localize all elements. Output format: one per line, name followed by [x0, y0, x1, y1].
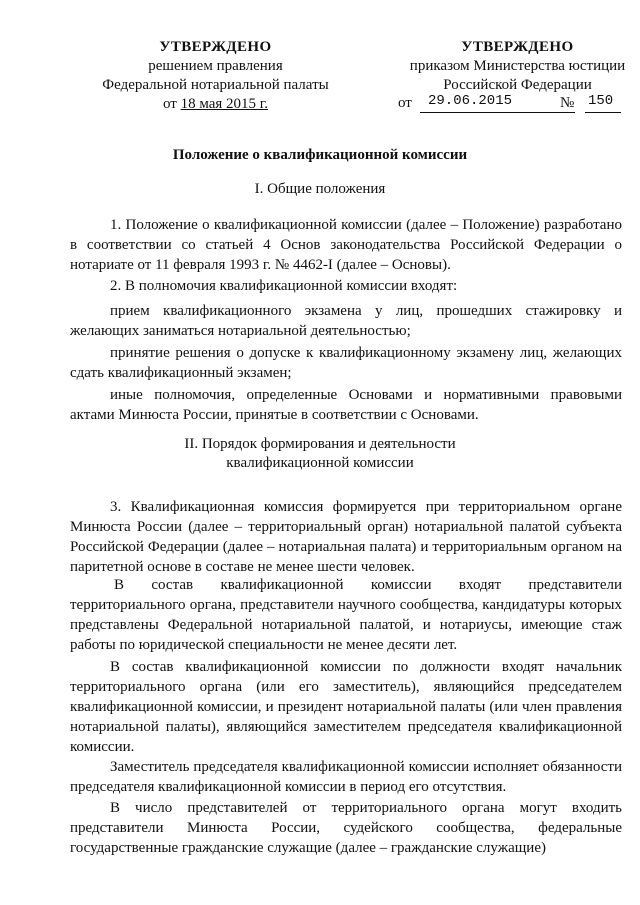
- paragraph-2-item-3: иные полномочия, определенные Основами и нормативными правовыми актами Минюста России, принятые в соответствии с Основами.: [70, 387, 622, 423]
- approval-right-line2: Российской Федерации: [443, 77, 592, 93]
- order-from-label: от: [398, 95, 412, 111]
- approval-title-left: УТВЕРЖДЕНО: [159, 39, 272, 55]
- approval-left-line2: Федеральной нотариальной палаты: [102, 77, 329, 93]
- paragraph-3-composition: В состав квалификационной комиссии входят представители территориального органа, представители научного сообщества, кандидатуры которых представлены Федеральной нотариальной палатой, и нотариусы, имеющие стаж работы по юридической специальности не менее десяти лет.: [70, 577, 622, 653]
- paragraph-2: 2. В полномочия квалификационной комиссии входят:: [110, 278, 458, 294]
- paragraph-2-item-1: прием квалификационного экзамена у лиц, прошедших стажировку и желающих заниматься нотариальной деятельностью;: [70, 303, 622, 339]
- paragraph-3: 3. Квалификационная комиссия формируется при территориальном органе Минюста России (далее – территориальный орган) нотариальной палатой субъекта Российской Федерации (далее – нотариальная палата) и территориальным органом на паритетной основе в составе не менее шести человек.: [70, 499, 622, 575]
- paragraph-3-deputy: Заместитель председателя квалификационной комиссии исполняет обязанности председателя квалификационной комиссии в период его отсутствия.: [70, 759, 622, 795]
- order-date: 29.06.2015: [428, 93, 513, 109]
- approval-left-date-line: [98, 95, 333, 114]
- document-title: Положение о квалификационной комиссии: [172, 147, 468, 163]
- order-number: 150: [588, 93, 614, 109]
- approval-left-line1: решением правления: [148, 58, 283, 74]
- paragraph-3-representatives: В число представителей от территориального органа могут входить представители Минюста России, судейского сообщества, федеральные государственные гражданские служащие (далее – гражданские служащие): [70, 800, 622, 856]
- approval-title-right: УТВЕРЖДЕНО: [461, 39, 574, 55]
- order-number-label: №: [560, 95, 575, 111]
- approval-left-date: 18 мая 2015 г.: [180, 96, 269, 112]
- approval-right-line1: приказом Министерства юстиции: [409, 58, 626, 74]
- section-1-heading: I. Общие положения: [254, 181, 386, 197]
- section-2-heading-line2: квалификационной комиссии: [226, 455, 414, 471]
- order-date-number-line: [398, 95, 638, 115]
- approval-block-left: [98, 38, 333, 114]
- approval-left-date-prefix: от: [162, 96, 177, 112]
- paragraph-3-ex-officio: В состав квалификационной комиссии по должности входят начальник территориального органа (или его заместитель), являющийся председателем квалификационной комиссии, и президент нотариальной палаты (или член правления нотариальной палаты), являющийся заместителем председателя квалификационной комиссии.: [70, 659, 622, 755]
- paragraph-2-item-2: принятие решения о допуске к квалификационному экзамену лиц, желающих сдать квалификационный экзамен;: [70, 345, 622, 381]
- section-2-heading-line1: II. Порядок формирования и деятельности: [184, 436, 456, 452]
- approval-block-right: [385, 38, 640, 95]
- paragraph-1: 1. Положение о квалификационной комиссии (далее – Положение) разработано в соответствии со статьей 4 Основ законодательства Российской Федерации о нотариате от 11 февраля 1993 г. № 4462-I (далее – Основы).: [70, 217, 622, 273]
